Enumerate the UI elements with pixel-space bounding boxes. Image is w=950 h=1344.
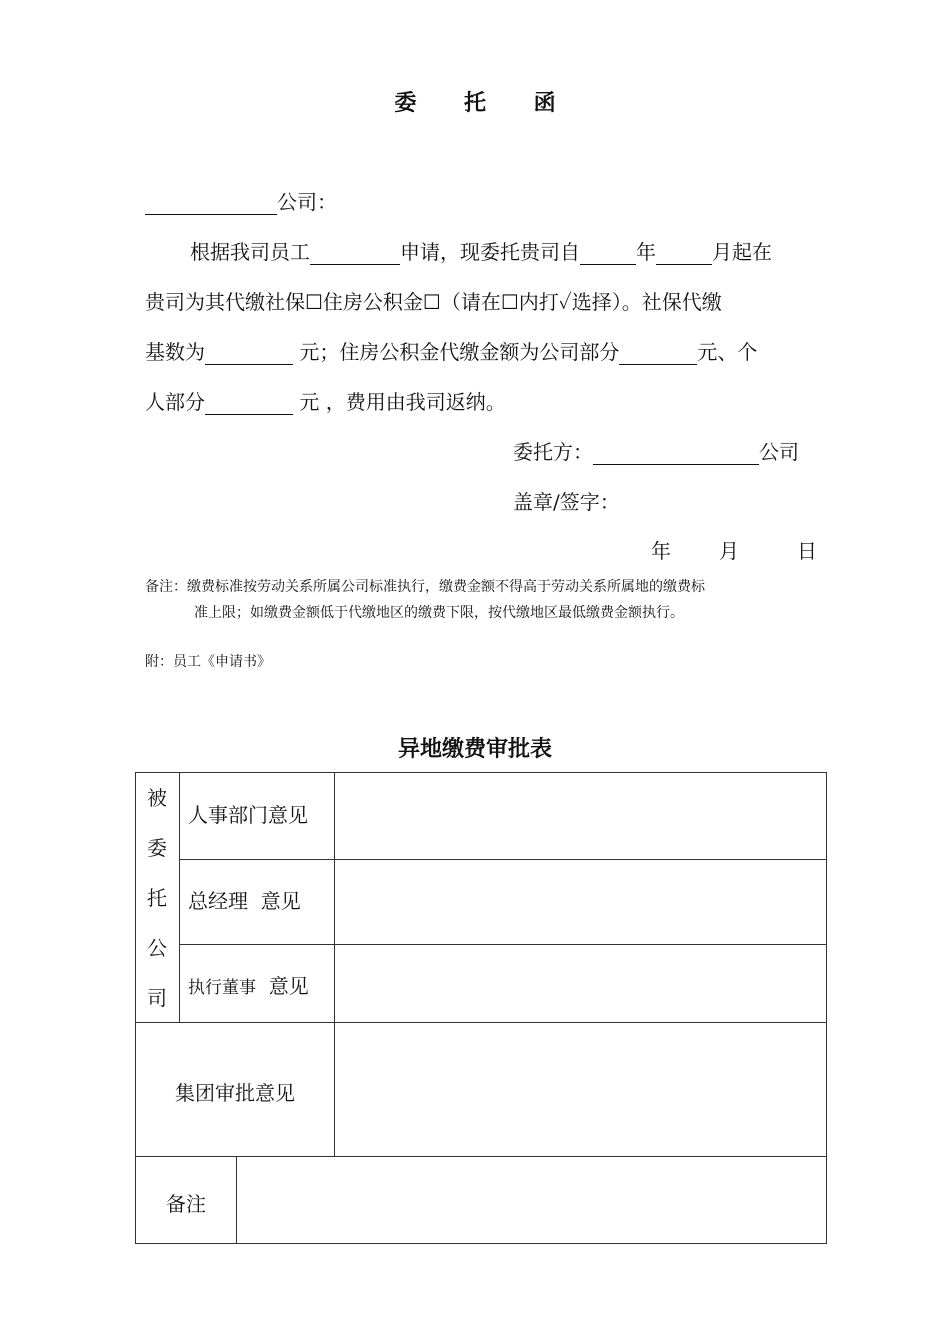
label-char: 司: [147, 986, 167, 1010]
label-char: 委: [147, 836, 167, 860]
text: 元；住房公积金代缴金额为公司部分: [293, 340, 620, 364]
hr-opinion-field[interactable]: [335, 773, 827, 859]
attachment-note: 附：员工《申请书》: [145, 654, 271, 670]
employee-blank[interactable]: [310, 242, 400, 265]
gm-opinion-field[interactable]: [335, 860, 827, 944]
text: 月起在: [712, 240, 772, 264]
personal-part-blank[interactable]: [205, 392, 293, 415]
base-blank[interactable]: [205, 342, 293, 365]
text: 年: [636, 240, 656, 264]
group-opinion-field[interactable]: [335, 1023, 827, 1156]
group-opinion-label: 集团审批意见: [175, 1081, 295, 1105]
approval-table: [135, 772, 827, 1244]
director-opinion-field[interactable]: [335, 945, 827, 1022]
salutation: [145, 186, 337, 215]
principal-line: [513, 436, 799, 465]
table-title: 异地缴费审批表: [397, 737, 552, 762]
body-line-2: 贵司为其代缴社保☐住房公积金☐（请在☐内打✓选择）。社保代缴: [145, 290, 722, 314]
divider: [179, 773, 180, 1022]
director-opinion: 意见: [268, 974, 309, 998]
letter-title: 委 托 函: [394, 90, 576, 116]
company-part-blank[interactable]: [619, 342, 697, 365]
label-char: 被: [147, 786, 167, 810]
hr-opinion-label: 人事部门意见: [188, 803, 308, 827]
director-prefix: 执行董事: [188, 978, 256, 998]
text: 基数为: [145, 340, 205, 364]
text: 元、个: [697, 340, 758, 364]
year-blank[interactable]: [580, 242, 636, 265]
principal-label: 委托方：: [513, 440, 593, 464]
principal-blank[interactable]: [593, 442, 759, 465]
text: 申请，现委托贵司自: [400, 240, 580, 264]
entrusted-company-label: [137, 773, 177, 1023]
body-line-3: [145, 336, 757, 365]
principal-suffix: 公司: [759, 440, 799, 464]
remarks-label: 备注: [166, 1192, 206, 1216]
seal-label: 盖章/签字：: [513, 490, 620, 514]
gm-opinion-label: 总经理 意见: [188, 889, 301, 913]
note-line-1: 备注：缴费标准按劳动关系所属公司标准执行，缴费金额不得高于劳动关系所属地的缴费标: [145, 579, 705, 595]
date-year: 年: [651, 539, 671, 563]
label-char: 托: [147, 886, 167, 910]
label-char: 公: [147, 936, 167, 960]
text: 根据我司员工: [190, 240, 310, 264]
salutation-suffix: 公司：: [277, 190, 337, 214]
date-day: 日: [797, 539, 817, 563]
company-blank[interactable]: [145, 192, 277, 215]
note-line-2: 准上限；如缴费金额低于代缴地区的缴费下限，按代缴地区最低缴费金额执行。: [194, 605, 684, 621]
director-opinion-label: [188, 970, 309, 999]
date-month: 月: [719, 539, 739, 563]
remarks-field[interactable]: [237, 1157, 827, 1243]
text: 人部分: [145, 390, 205, 414]
body-line-4: [145, 386, 506, 415]
text: 元 ，费用由我司返纳。: [293, 390, 506, 414]
month-blank[interactable]: [656, 242, 712, 265]
body-line-1: [190, 236, 772, 265]
